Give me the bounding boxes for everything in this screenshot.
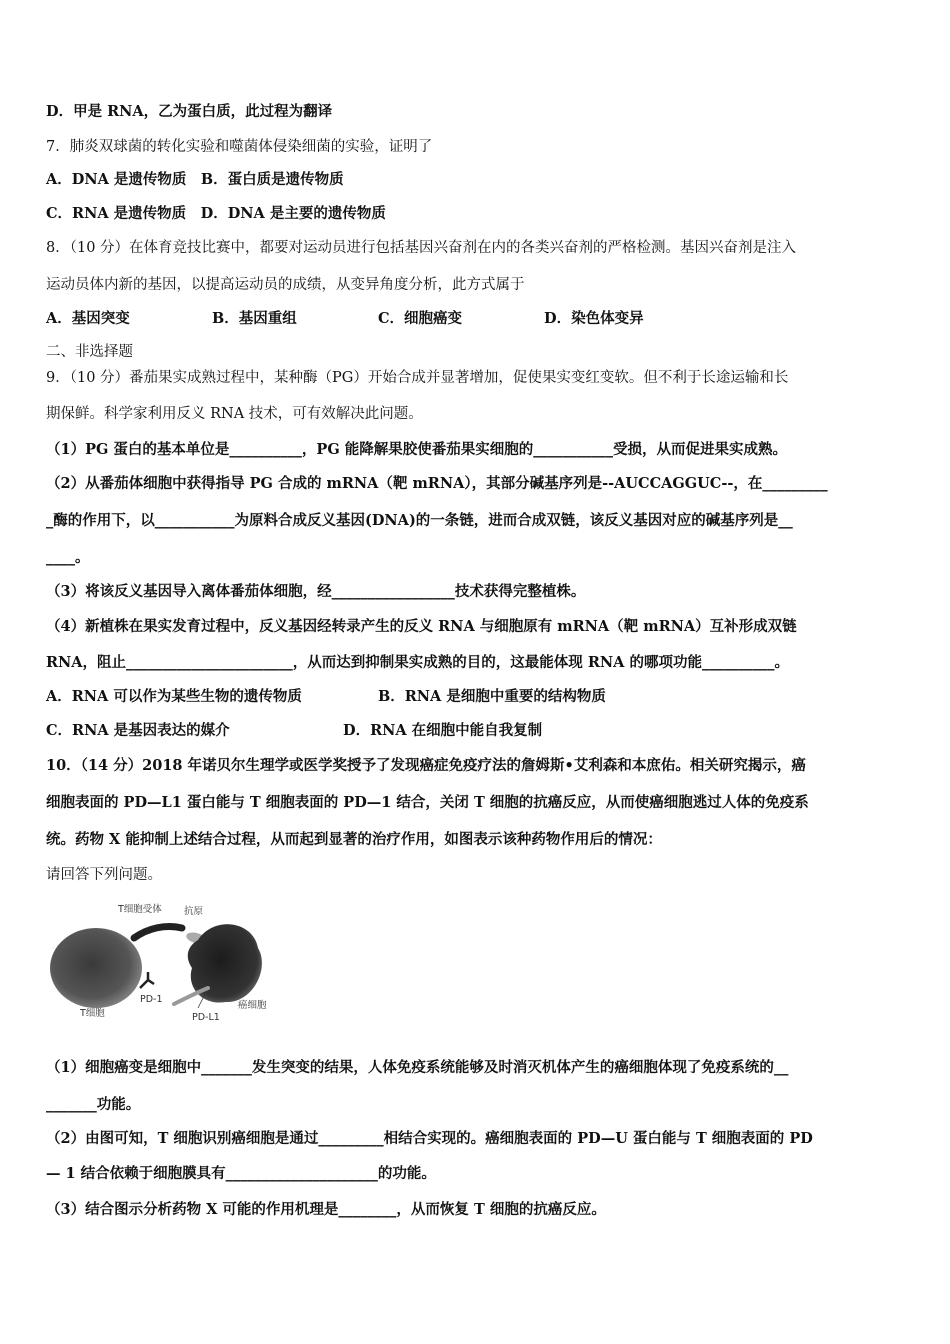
section-heading: 二、非选择题: [46, 344, 133, 360]
q7-options-cd: C．RNA 是遗传物质 D．DNA 是主要的遗传物质: [46, 205, 386, 222]
q9-part4-line1: （4）新植株在果实发育过程中，反义基因经转录产生的反义 RNA 与细胞原有 mRNA（靶 mRNA）互补形成双链: [46, 618, 797, 635]
q10-stem-line1: 10．（14 分）2018 年诺贝尔生理学或医学奖授予了发现癌症免疫疗法的詹姆斯•艾利森和本庶佑。相关研究揭示，癌: [46, 757, 806, 774]
q10-part3: （3）结合图示分析药物 X 可能的作用机理是________，从而恢复 T 细胞的抗癌反应。: [46, 1201, 606, 1218]
q10-part1-line2: _______功能。: [46, 1096, 141, 1113]
q10-stem-line2: 细胞表面的 PD—L1 蛋白能与 T 细胞表面的 PD—1 结合，关闭 T 细胞的抗癌反应，从而使癌细胞逃过人体的免疫系: [46, 794, 809, 811]
q9-option-a: A．RNA 可以作为某些生物的遗传物质: [46, 688, 302, 705]
pd1-receptor: [140, 972, 154, 988]
label-pdl1: PD-L1: [192, 1012, 220, 1023]
label-pd1: PD-1: [140, 994, 163, 1005]
q9-options-ab: [46, 687, 906, 707]
q10-stem-line3: 统。药物 X 能抑制上述结合过程，从而起到显著的治疗作用，如图表示该种药物作用后的情况：: [46, 831, 662, 848]
q9-part2-line3: ____。: [46, 549, 90, 566]
q10-part2-line2: — 1 结合依赖于细胞膜具有_____________________的功能。: [46, 1165, 436, 1182]
q8-option-a: A．基因突变: [46, 310, 130, 327]
q9-stem-line2: 期保鲜。科学家利用反义 RNA 技术，可有效解决此问题。: [46, 406, 423, 422]
q8-stem-line1: 8．（10 分）在体育竞技比赛中，都要对运动员进行包括基因兴奋剂在内的各类兴奋剂的严格检测。基因兴奋剂是注入: [46, 240, 797, 256]
immune-diagram-svg: [48, 898, 276, 1026]
immune-diagram: [48, 898, 276, 1026]
q9-option-c: C．RNA 是基因表达的媒介: [46, 722, 230, 739]
q8-option-b: B．基因重组: [212, 310, 297, 327]
q7-stem: 7．肺炎双球菌的转化实验和噬菌体侵染细菌的实验，证明了: [46, 139, 433, 155]
q9-stem-line1: 9．（10 分）番茄果实成熟过程中，某种酶（PG）开始合成并显著增加，促使果实变红变软。但不利于长途运输和长: [46, 370, 789, 386]
label-t-receptor: T细胞受体: [118, 904, 162, 915]
label-cancer-cell: 癌细胞: [238, 1000, 267, 1011]
q9-part2-line2: _酶的作用下，以___________为原料合成反义基因(DNA)的一条链，进而合成双链，该反义基因对应的碱基序列是__: [46, 512, 793, 529]
q6-option-d: D．甲是 RNA，乙为蛋白质，此过程为翻译: [46, 103, 333, 120]
q10-part2-line1: （2）由图可知，T 细胞识别癌细胞是通过_________相结合实现的。癌细胞表面的 PD—U 蛋白能与 T 细胞表面的 PD: [46, 1130, 813, 1147]
q10-prompt: 请回答下列问题。: [46, 867, 162, 883]
q9-part3: （3）将该反义基因导入离体番茄体细胞，经_________________技术获得完整植株。: [46, 583, 586, 600]
q9-options-cd: [46, 721, 906, 741]
q9-part4-line2: RNA，阻止_______________________，从而达到抑制果实成熟的目的，这最能体现 RNA 的哪项功能__________。: [46, 654, 789, 671]
q8-option-d: D．染色体变异: [544, 310, 644, 327]
q8-option-c: C．细胞癌变: [378, 310, 463, 327]
t-cell-body: [50, 928, 142, 1008]
q9-option-b: B．RNA 是细胞中重要的结构物质: [378, 688, 606, 705]
q8-options: [46, 309, 906, 329]
q9-part2-line1: （2）从番茄体细胞中获得指导 PG 合成的 mRNA（靶 mRNA），其部分碱基序列是--AUCCAGGUC--，在_________: [46, 475, 828, 492]
q8-stem-line2: 运动员体内新的基因，以提高运动员的成绩，从变异角度分析，此方式属于: [46, 277, 525, 293]
q7-options-ab: A．DNA 是遗传物质 B．蛋白质是遗传物质: [46, 171, 344, 188]
label-antigen: 抗原: [184, 906, 204, 917]
q9-option-d: D．RNA 在细胞中能自我复制: [343, 722, 543, 739]
t-cell-receptor: [134, 926, 182, 938]
q10-part1-line1: （1）细胞癌变是细胞中_______发生突变的结果，人体免疫系统能够及时消灭机体产生的癌细胞体现了免疫系统的__: [46, 1059, 789, 1076]
q9-part1: （1）PG 蛋白的基本单位是__________，PG 能降解果胶使番茄果实细胞的___________受损，从而促进果实成熟。: [46, 441, 788, 458]
label-t-cell: T细胞: [80, 1008, 105, 1019]
